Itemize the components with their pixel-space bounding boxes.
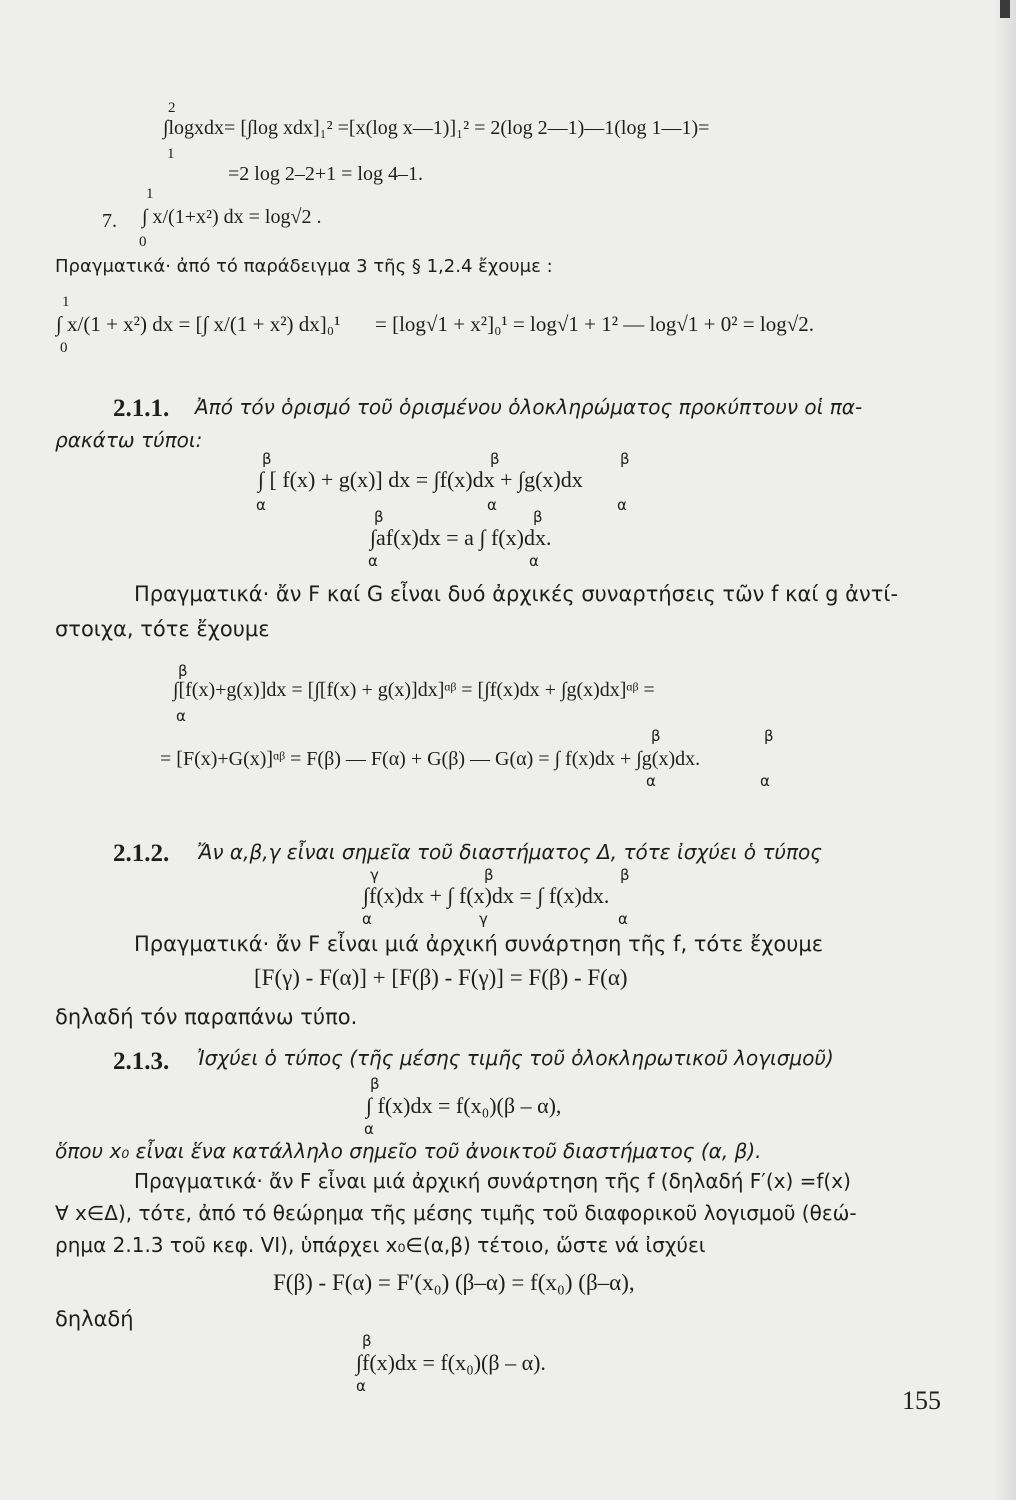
ex7-lower-limit: 0 bbox=[139, 234, 147, 250]
ex7-proof-rhs: = [log√1 + x²]₀¹ = log√1 + 1² — log√1 + 0² = log√2. bbox=[375, 312, 814, 336]
section-2-1-3-where: ὅπου x₀ εἶναι ἕνα κατάλληλο σημεῖο τοῦ ἀνοικτοῦ διαστήματος (α, β). bbox=[55, 1139, 762, 1163]
section-2-1-2-conclusion: δηλαδή τόν παραπάνω τύπο. bbox=[55, 1005, 358, 1029]
integral-lower-limit: 1 bbox=[167, 146, 175, 162]
proof-equation-1: ∫[f(x)+g(x)]dx = [∫[f(x) + g(x)]dx]ᵅᵝ = [∫f(x)dx + ∫g(x)dx]ᵅᵝ = bbox=[173, 679, 655, 701]
section-2-1-1-heading: Ἀπό τόν ὁρισμό τοῦ ὁρισμένου ὁλοκληρώματος προκύπτουν οἱ πα- bbox=[195, 395, 863, 419]
section-2-1-2-equation: [F(γ) - F(α)] + [F(β) - F(γ)] = F(β) - F(α) bbox=[254, 965, 628, 990]
limit-lower: α bbox=[356, 1377, 366, 1395]
page-edge-shadow bbox=[994, 0, 1016, 1500]
section-2-1-3-therefore: δηλαδή bbox=[55, 1307, 134, 1331]
limit-lower: α bbox=[617, 496, 627, 514]
limit-lower: α bbox=[364, 1120, 374, 1138]
limit-upper: γ bbox=[370, 866, 379, 884]
section-2-1-3-proof-line3: ρημα 2.1.3 τοῦ κεφ. VI), ὑπάρχει x₀∈(α,β) τέτοιο, ὥστε νά ἰσχύει bbox=[55, 1233, 706, 1257]
ex7-proof-lower: 0 bbox=[60, 340, 68, 356]
limit-lower: α bbox=[646, 772, 656, 790]
limit-upper: β bbox=[620, 866, 630, 884]
proof-equation-2: = [F(x)+G(x)]ᵅᵝ = F(β) — F(α) + G(β) — G(α) = ∫ f(x)dx + ∫g(x)dx. bbox=[160, 748, 701, 770]
limit-upper: β bbox=[262, 450, 272, 468]
scan-corner-mark bbox=[1000, 0, 1010, 18]
section-2-1-1-heading-cont: ρακάτω τύποι: bbox=[55, 428, 203, 452]
ex7-proof-intro: Πραγματικά· ἀπό τό παράδειγμα 3 τῆς § 1,2.4 ἔχουμε : bbox=[55, 256, 553, 277]
limit-upper: β bbox=[764, 727, 774, 745]
section-2-1-1-proof-line2: στοιχα, τότε ἔχουμε bbox=[55, 617, 270, 641]
limit-lower: α bbox=[618, 910, 628, 928]
limit-upper: β bbox=[651, 727, 661, 745]
log-integral-line1: ∫logxdx= [∫log xdx]₁² =[x(log x—1)]₁² = 2(log 2—1)—1(log 1—1)= bbox=[163, 117, 710, 139]
section-number-2-1-1: 2.1.1. bbox=[113, 395, 170, 422]
section-2-1-1-proof-line1: Πραγματικά· ἄν F καί G εἶναι δυό ἀρχικές συναρτήσεις τῶν f καί g ἀντί- bbox=[134, 582, 899, 606]
limit-lower: α bbox=[362, 910, 372, 928]
formula-mean-value: ∫ f(x)dx = f(x₀)(β – α), bbox=[366, 1093, 562, 1118]
limit-lower: α bbox=[368, 552, 378, 570]
limit-upper: β bbox=[490, 450, 500, 468]
limit-lower: γ bbox=[479, 910, 488, 928]
ex7-formula: ∫ x/(1+x²) dx = log√2 . bbox=[142, 206, 322, 228]
limit-upper: β bbox=[374, 508, 384, 526]
limit-upper: β bbox=[533, 508, 543, 526]
ex7-upper-limit: 1 bbox=[146, 186, 154, 202]
limit-lower: α bbox=[760, 772, 770, 790]
limit-upper: β bbox=[362, 1332, 372, 1350]
example-number: 7. bbox=[102, 210, 117, 232]
limit-upper: β bbox=[178, 662, 188, 680]
limit-lower: α bbox=[487, 496, 497, 514]
formula-sum-rule: ∫ [ f(x) + g(x)] dx = ∫f(x)dx + ∫g(x)dx bbox=[258, 467, 583, 492]
integral-upper-limit: 2 bbox=[168, 100, 176, 116]
page-number: 155 bbox=[902, 1386, 941, 1415]
limit-lower: α bbox=[256, 496, 266, 514]
section-2-1-2-heading: Ἄν α,β,γ εἶναι σημεῖα τοῦ διαστήματος Δ, τότε ἰσχύει ὁ τύπος bbox=[197, 840, 822, 864]
ex7-proof-lhs: ∫ x/(1 + x²) dx = [∫ x/(1 + x²) dx]₀¹ bbox=[56, 312, 341, 336]
limit-lower: α bbox=[529, 552, 539, 570]
section-2-1-3-equation: F(β) - F(α) = F′(x₀) (β–α) = f(x₀) (β–α), bbox=[273, 1270, 635, 1295]
log-integral-line2: =2 log 2–2+1 = log 4–1. bbox=[228, 163, 423, 185]
limit-upper: β bbox=[620, 450, 630, 468]
section-number-2-1-2: 2.1.2. bbox=[113, 840, 170, 867]
formula-additivity: ∫f(x)dx + ∫ f(x)dx = ∫ f(x)dx. bbox=[363, 883, 610, 908]
formula-mean-value-final: ∫f(x)dx = f(x₀)(β – α). bbox=[356, 1350, 546, 1375]
limit-lower: α bbox=[176, 707, 186, 725]
section-2-1-3-proof-line2: ∀ x∈Δ), τότε, ἀπό τό θεώρημα τῆς μέσης τιμῆς τοῦ διαφορικοῦ λογισμοῦ (θεώ- bbox=[55, 1201, 857, 1225]
section-number-2-1-3: 2.1.3. bbox=[113, 1048, 170, 1075]
limit-upper: β bbox=[370, 1075, 380, 1093]
formula-scalar-rule: ∫af(x)dx = a ∫ f(x)dx. bbox=[370, 525, 552, 550]
limit-upper: β bbox=[484, 866, 494, 884]
ex7-proof-upper: 1 bbox=[62, 294, 70, 310]
section-2-1-2-proof: Πραγματικά· ἄν F εἶναι μιά ἀρχική συνάρτηση τῆς f, τότε ἔχουμε bbox=[134, 932, 824, 956]
section-2-1-3-heading: Ἰσχύει ὁ τύπος (τῆς μέσης τιμῆς τοῦ ὁλοκληρωτικοῦ λογισμοῦ) bbox=[197, 1046, 834, 1070]
section-2-1-3-proof-line1: Πραγματικά· ἄν F εἶναι μιά ἀρχική συνάρτηση τῆς f (δηλαδή F′(x) =f(x) bbox=[134, 1169, 851, 1193]
